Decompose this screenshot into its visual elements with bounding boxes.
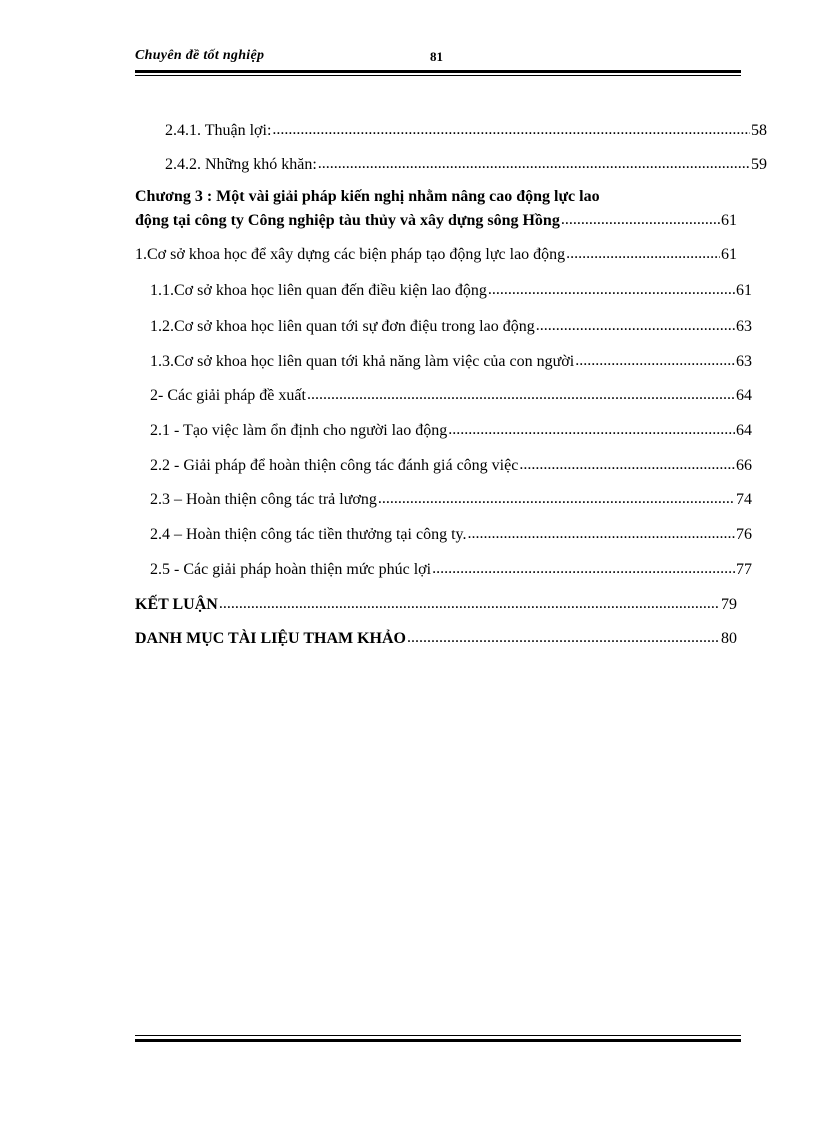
toc-chapter-3-line1[interactable]: Chương 3 : Một vài giải pháp kiến nghị nhằm nâng cao động lực lao [135, 188, 600, 205]
toc-entry-page: 76 [736, 526, 752, 543]
toc-entry-title: 2.5 - Các giải pháp hoàn thiện mức phúc lợi [150, 561, 432, 578]
toc-dot-leader [432, 561, 735, 579]
toc-dot-leader [448, 422, 735, 440]
toc-entry-ket-luan[interactable] [135, 592, 737, 614]
toc-entry-1-2[interactable] [135, 314, 752, 336]
header-rule-thick [135, 70, 741, 73]
toc-entry-page: 61 [721, 246, 737, 263]
toc-entry-page: 74 [736, 491, 752, 508]
toc-dot-leader [318, 156, 750, 174]
header-title: Chuyên đề tốt nghiệp [135, 48, 265, 63]
toc-entry-title: 2- Các giải pháp đề xuất [150, 387, 306, 404]
toc-entry-2-5[interactable] [135, 557, 752, 579]
toc-entry-page: 64 [736, 422, 752, 439]
toc-entry-title: động tại công ty Công nghiệp tàu thủy và xây dựng sông Hồng [135, 212, 560, 229]
toc-entry-title: 1.1.Cơ sở khoa học liên quan đến điều kiện lao động [150, 282, 487, 299]
toc-dot-leader [561, 212, 720, 230]
toc-entry-title: 1.3.Cơ sở khoa học liên quan tới khả năng làm việc của con người [150, 353, 575, 370]
toc-dot-leader [272, 122, 750, 140]
toc-entry-2-1[interactable] [135, 418, 752, 440]
toc-dot-leader [488, 282, 735, 300]
toc-entry-page: 58 [751, 122, 767, 139]
toc-dot-leader [536, 318, 735, 336]
toc-entry-page: 66 [736, 457, 752, 474]
toc-entry-page: 64 [736, 387, 752, 404]
toc-dot-leader [519, 457, 735, 475]
toc-dot-leader [307, 387, 735, 405]
toc-entry-1[interactable] [135, 242, 737, 264]
toc-dot-leader [566, 246, 720, 264]
toc-entry-page: 63 [736, 353, 752, 370]
toc-entry-page: 61 [721, 212, 737, 229]
toc-entry-title: 2.4.2. Những khó khăn: [165, 156, 317, 173]
toc-entry-title: 2.3 – Hoàn thiện công tác trả lương [150, 491, 377, 508]
toc-entry-2-2[interactable] [135, 453, 752, 475]
toc-entry-danh-muc[interactable] [135, 626, 737, 648]
toc-entry-page: 59 [751, 156, 767, 173]
toc-entry-page: 61 [736, 282, 752, 299]
toc-entry-title: 1.Cơ sở khoa học để xây dựng các biện pháp tạo động lực lao động [135, 246, 566, 263]
page-header [135, 48, 741, 68]
header-rule-thin [135, 75, 741, 76]
toc-entry-title: KẾT LUẬN [135, 596, 218, 613]
footer-rule-thin [135, 1035, 741, 1036]
toc-entry-title: 2.1 - Tạo việc làm ổn định cho người lao động [150, 422, 448, 439]
toc-entry-page: 77 [736, 561, 752, 578]
toc-entry-1-3[interactable] [135, 349, 752, 371]
toc-dot-leader [467, 526, 735, 544]
toc-entry-2-4[interactable] [135, 522, 752, 544]
toc-dot-leader [219, 596, 720, 614]
toc-entry-2[interactable] [135, 383, 752, 405]
toc-entry-title: 2.4.1. Thuận lợi: [165, 122, 272, 139]
toc-entry-2-3[interactable] [135, 487, 752, 509]
toc-entry-title: DANH MỤC TÀI LIỆU THAM KHẢO [135, 630, 406, 647]
toc-entry-chapter-3[interactable] [135, 208, 737, 230]
toc-dot-leader [575, 353, 735, 371]
toc-entry-2-4-1[interactable] [135, 118, 767, 140]
toc-dot-leader [407, 630, 720, 648]
footer-rule-thick [135, 1039, 741, 1042]
toc-entry-page: 63 [736, 318, 752, 335]
toc-dot-leader [378, 491, 735, 509]
toc-entry-2-4-2[interactable] [135, 152, 767, 174]
toc-entry-title: 2.4 – Hoàn thiện công tác tiền thưởng tại công ty. [150, 526, 467, 543]
header-page-number: 81 [430, 49, 443, 64]
toc-entry-page: 80 [721, 630, 737, 647]
toc-entry-title: 1.2.Cơ sở khoa học liên quan tới sự đơn điệu trong lao động [150, 318, 535, 335]
toc-entry-page: 79 [721, 596, 737, 613]
toc-entry-title: 2.2 - Giải pháp để hoàn thiện công tác đánh giá công việc [150, 457, 519, 474]
toc-entry-1-1[interactable] [135, 278, 752, 300]
